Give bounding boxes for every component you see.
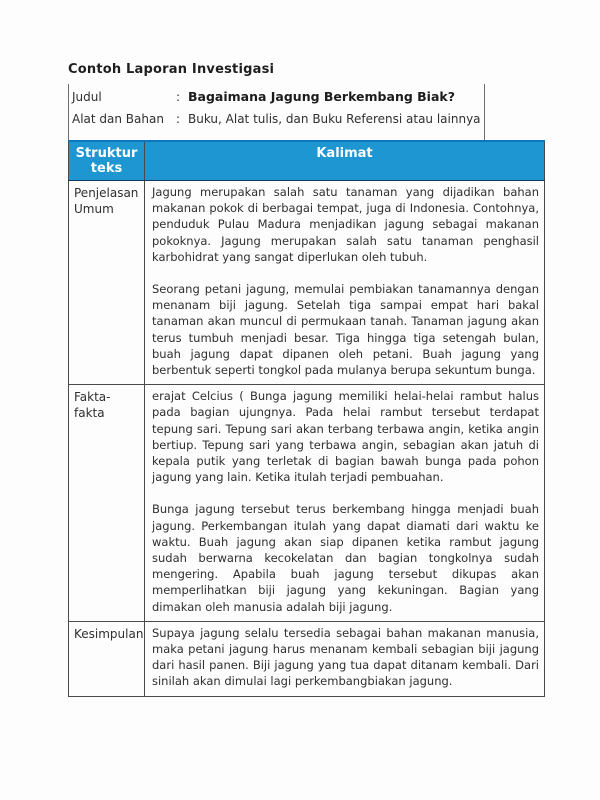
meta-row-judul [72,86,484,108]
page-title: Contoh Laporan Investigasi [68,62,275,77]
report-meta-block [68,84,485,140]
struktur-cell: Penjelasan Umum [69,181,145,385]
struktur-cell: Fakta-fakta [69,385,145,622]
table-row-penjelasan-umum [69,181,545,385]
alat-dan-bahan-label: Alat dan Bahan [72,112,164,126]
judul-value: Bagaimana Jagung Berkembang Biak? [188,89,455,104]
struktur-cell: Kesimpulan [69,621,145,696]
paragraph: Bunga jagung tersebut terus berkembang hingga menjadi buah jagung. Perkembangan itulah yang dapat diamati dari waktu ke waktu. Buah jagung akan siap dipanen ketika rambut jagung sudah berwarna kecokelatan dan bagian tongkolnya sudah mengering. Apabila buah jagung tersebut dikupas akan memperlihatkan biji jagung yang kekuningan. Bagian yang dimakan oleh manusia adalah biji jagung. [152,502,539,614]
judul-colon: : [176,90,181,104]
paragraph: Jagung merupakan salah satu tanaman yang dijadikan bahan makanan pokok di berbagai tempat, juga di Indonesia. Contohnya, penduduk Pulau Madura menjadikan jagung sebagai makanan pokoknya. Jagung merupakan salah satu tanaman penghasil karbohidrat yang sangat diperlukan oleh tubuh. [152,185,539,264]
paragraph: erajat Celcius ( Bunga jagung memiliki helai-helai rambut halus pada bagian ujungnya. Pada helai rambut tersebut terdapat tepung sari. Tepung sari akan terbang terbawa angin, ketika angin bertiup. Tepung sari yang terbawa angin, sebagian akan jatuh di kepala putik yang terletak di bagian bawah bunga pada pohon jagung yang lain. Ketika itulah terjadi pembuahan. [152,389,539,485]
table-row-kesimpulan [69,621,545,696]
table-header-row [69,141,545,181]
report-table [68,140,545,697]
paragraph: Supaya jagung selalu tersedia sebagai bahan makanan manusia, maka petani jagung harus menanam kembali sebagian biji jagung dari hasil panen. Biji jagung yang tua dapat ditanam kembali. Dari sinilah akan dimulai lagi perkembangbiakan jagung. [152,625,539,689]
meta-row-alat-dan-bahan [72,108,484,130]
column-header-struktur-teks: Struktur teks [69,141,145,181]
kalimat-cell [145,181,545,385]
column-header-kalimat: Kalimat [145,141,545,181]
kalimat-cell [145,385,545,622]
kalimat-cell [145,621,545,696]
judul-label: Judul [72,90,102,104]
alat-dan-bahan-colon: : [176,112,181,126]
paragraph: Seorang petani jagung, memulai pembiakan tanamannya dengan menanam biji jagung. Setelah tiga sampai empat hari bakal tanaman akan muncul di permukaan tanah. Tanaman jagung akan terus tumbuh menjadi besar. Tiga hingga tiga setengah bulan, buah jagung dapat dipanen oleh petani. Buah jagung yang berbentuk seperti tongkol pada mulanya berupa sekuntum bunga. [152,282,539,378]
alat-dan-bahan-value: Buku, Alat tulis, dan Buku Referensi atau lainnya [188,112,481,126]
table-row-fakta-fakta [69,385,545,622]
